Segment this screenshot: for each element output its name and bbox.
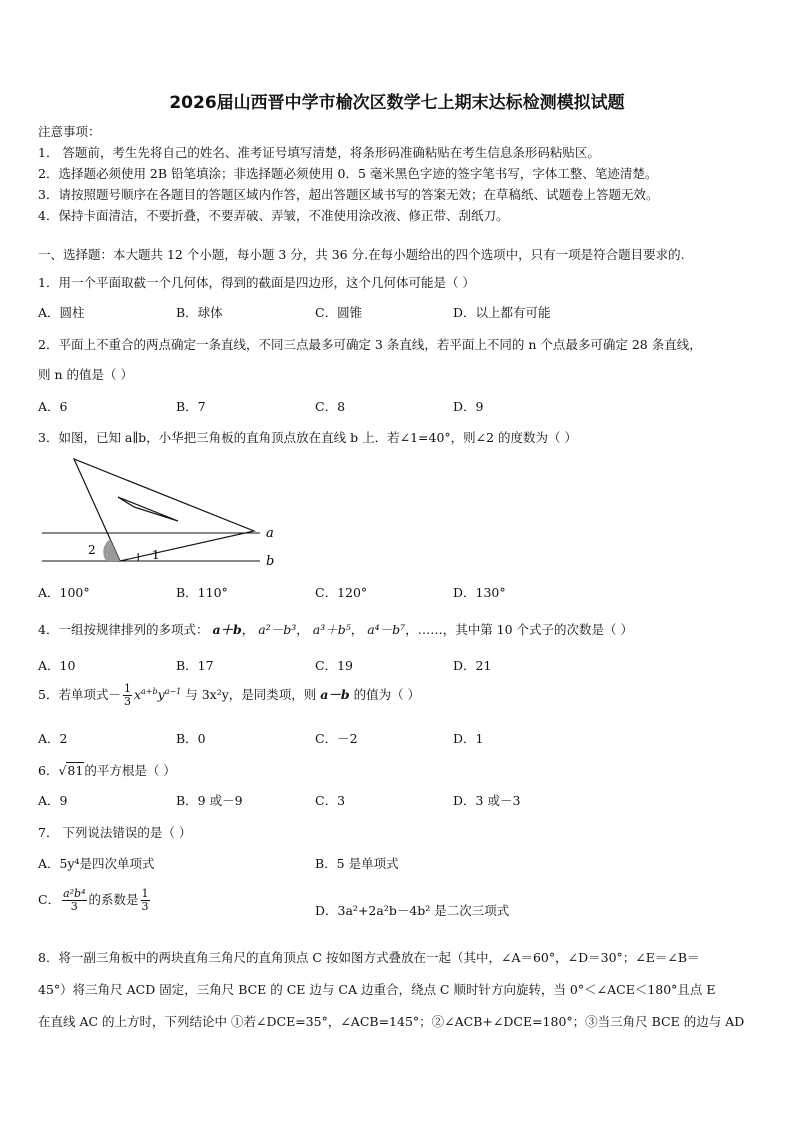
q1-option-c: C．圆锥 (315, 305, 363, 320)
q3-option-c: C．120° (315, 585, 368, 600)
q6-option-d: D．3 或－3 (453, 793, 521, 808)
question-8-line: 45°）将三角尺 ACD 固定，三角尺 BCE 的 CE 边与 CA 边重合，绕点 C 顺时针方向旋转，当 0°＜∠ACE＜180°且点 E (38, 982, 716, 997)
q6-option-a: A．9 (38, 793, 68, 808)
q2-option-d: D．9 (453, 399, 484, 414)
question-2-stem-cont: 则 n 的值是（ ） (38, 367, 133, 382)
label-angle-2: 2 (88, 543, 96, 557)
q3-option-a: A．100° (38, 585, 90, 600)
q4-term: a³＋b⁵ (312, 622, 351, 637)
label-angle-1: 1 (152, 548, 160, 562)
q4-term: a＋b (212, 622, 242, 637)
q7-option-d: D．3a²+2a²b－4b² 是二次三项式 (315, 903, 510, 918)
question-8-line: 在直线 AC 的上方时，下列结论中 ①若∠DCE=35°，∠ACB=145°；②∠ACB+∠DCE=180°；③当三角尺 BCE 的边与 AD (38, 1014, 745, 1029)
q2-option-a: A．6 (38, 399, 68, 414)
q3-option-d: D．130° (453, 585, 506, 600)
q4-stem-post: ，……，其中第 10 个式子的次数是（ ） (405, 622, 634, 637)
question-6-stem: 6．√81的平方根是（ ） (38, 763, 176, 778)
question-3-stem: 3．如图，已知 a∥b，小华把三角板的直角顶点放在直线 b 上．若∠1=40°，则∠2 的度数为（ ） (38, 430, 578, 445)
q1-option-a: A．圆柱 (38, 305, 85, 320)
q6-option-b: B．9 或－9 (176, 793, 243, 808)
q5-stem-post: 的值为（ ） (349, 687, 421, 702)
q4-stem-pre: 4．一组按规律排列的多项式： (38, 622, 209, 637)
q6-option-c: C．3 (315, 793, 346, 808)
notice-item: 1． 答题前，考生先将自己的姓名、准考证号填写清楚，将条形码准确粘贴在考生信息条形码粘贴区。 (38, 145, 600, 160)
question-1-stem: 1．用一个平面取截一个几何体，得到的截面是四边形，这个几何体可能是（ ） (38, 275, 475, 290)
q4-term: a²－b³ (258, 622, 297, 637)
section-heading: 一、选择题：本大题共 12 个小题，每小题 3 分，共 36 分.在每小题给出的四个选项中，只有一项是符合题目要求的. (38, 247, 685, 262)
q5-fraction: $\frac{1}{3}$ (123, 682, 131, 708)
q7-option-c: C． $\frac{\text{a²b⁴}}{3}$ 的系数是 $\frac{1}{3}$ (38, 887, 149, 913)
q5-stem-pre: 5．若单项式－ (38, 687, 121, 702)
label-a: a (266, 526, 274, 541)
q4-option-c: C．19 (315, 658, 353, 673)
q2-option-c: C．8 (315, 399, 346, 414)
notice-heading: 注意事项： (38, 124, 101, 139)
question-2-stem: 2．平面上不重合的两点确定一条直线，不同三点最多可确定 3 条直线，若平面上不同的 n 个点最多可确定 28 条直线， (38, 337, 702, 352)
q4-term: a⁴－b⁷ (367, 622, 406, 637)
q5-stem-mid: 与 3x²y，是同类项，则 (181, 687, 321, 702)
q2-option-b: B．7 (176, 399, 206, 414)
q3-option-b: B．110° (176, 585, 228, 600)
q7-option-a: A．5y⁴是四次单项式 (38, 856, 155, 871)
q5-option-d: D．1 (453, 731, 484, 746)
page-title: 2026届山西晋中学市榆次区数学七上期末达标检测模拟试题 (169, 93, 625, 113)
q7-option-b: B．5 是单项式 (315, 856, 399, 871)
triangle-outer (74, 459, 254, 561)
notice-item: 2．选择题必须使用 2B 铅笔填涂；非选择题必须使用 0．5 毫米黑色字迹的签字笔书写，字体工整、笔迹清楚。 (38, 166, 658, 181)
q1-option-d: D．以上都有可能 (453, 305, 551, 320)
question-7-stem: 7． 下列说法错误的是（ ） (38, 825, 192, 840)
q5-option-b: B．0 (176, 731, 206, 746)
q1-option-b: B．球体 (176, 305, 223, 320)
q3-figure (38, 455, 288, 570)
q4-option-a: A．10 (38, 658, 76, 673)
label-b: b (266, 554, 275, 569)
question-5-stem: 5．若单项式－ $\frac{1}{3}$ $x^{a+b}y^{a-1}$ 与 3x²y，是同类项，则 a－b 的值为（ ） (38, 682, 421, 708)
q5-option-a: A．2 (38, 731, 68, 746)
q4-option-b: B．17 (176, 658, 214, 673)
triangle-inner (118, 497, 178, 521)
q6-radicand: 81 (67, 763, 84, 778)
question-4-stem: 4．一组按规律排列的多项式： a＋b， a²－b³， a³＋b⁵， a⁴－b⁷，……，其中第 10 个式子的次数是（ ） (38, 622, 634, 637)
q5-option-c: C．－2 (315, 731, 358, 746)
question-8-line: 8．将一副三角板中的两块直角三角尺的直角顶点 C 按如图方式叠放在一起（其中，∠A＝60°，∠D＝30°；∠E＝∠B＝ (38, 950, 700, 965)
notice-item: 4．保持卡面清洁，不要折叠，不要弄破、弄皱，不准使用涂改液、修正带、刮纸刀。 (38, 208, 509, 223)
q4-option-d: D．21 (453, 658, 492, 673)
notice-item: 3．请按照题号顺序在各题目的答题区域内作答，超出答题区域书写的答案无效；在草稿纸、试题卷上答题无效。 (38, 187, 659, 202)
